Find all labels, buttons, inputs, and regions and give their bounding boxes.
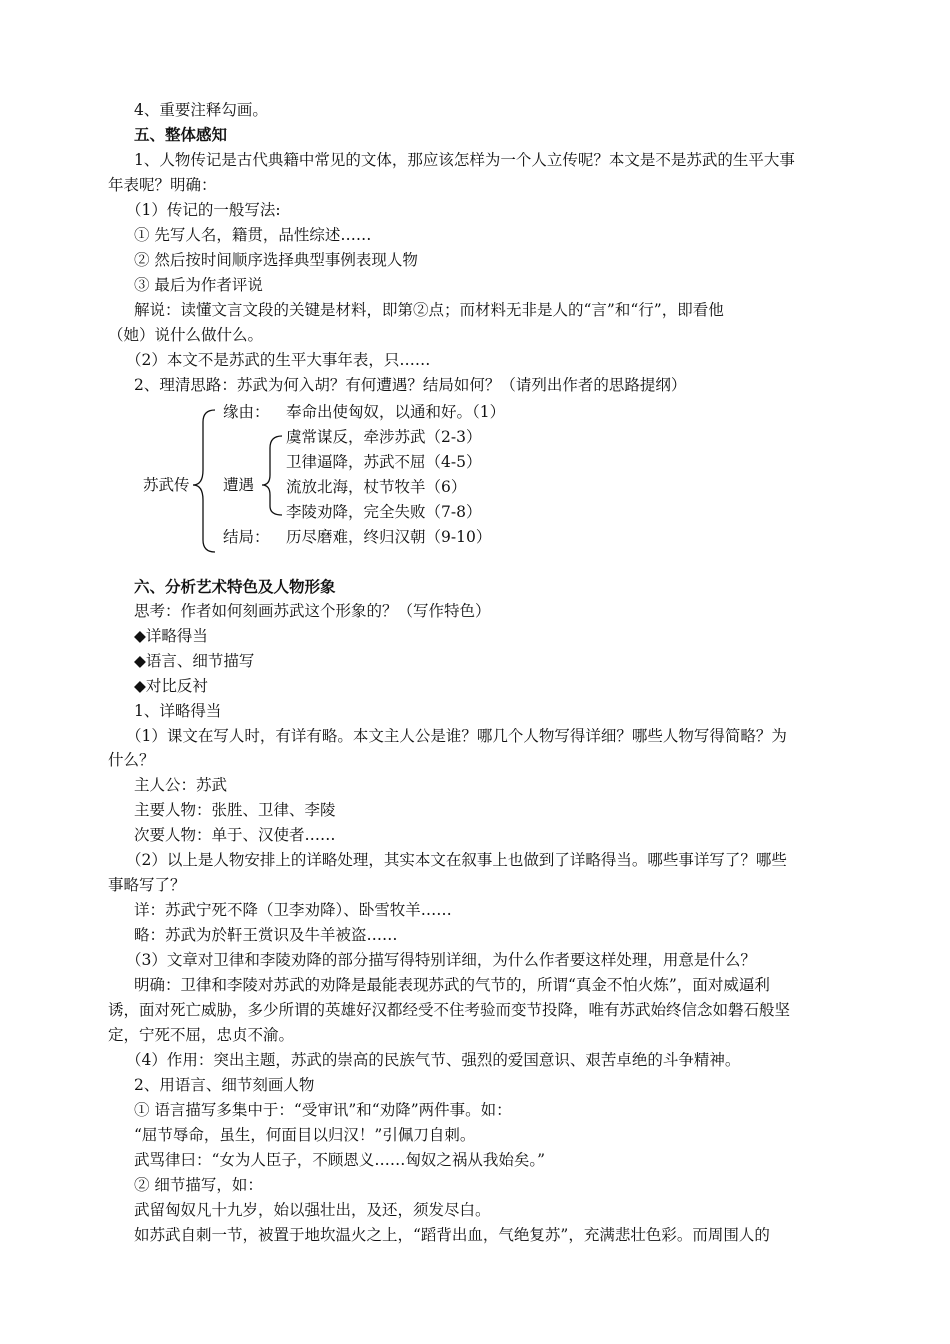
paragraph-line: 1、人物传记是古代典籍中常见的文体，那应该怎样为一个人立传呢？本文是不是苏武的生平大事: [134, 151, 795, 169]
paragraph-line: 年表呢？明确：: [108, 176, 217, 194]
paragraph-line: 详：苏武宁死不降（卫李劝降）、卧雪牧羊……: [134, 901, 452, 919]
paragraph-line: 诱，面对死亡威胁，多少所谓的英雄好汉都经受不住考验而变节投降，唯有苏武始终信念如磐石般坚: [108, 1001, 791, 1019]
paragraph-line: 主人公：苏武: [134, 776, 228, 794]
paragraph-line: 事略写了？: [108, 876, 186, 894]
bullet-item: ◆详略得当: [134, 627, 208, 645]
outline-result-label: 结局：: [223, 528, 270, 546]
paragraph-line: 略：苏武为於靬王赏识及牛羊被盗……: [134, 926, 398, 944]
subheading: 2、用语言、细节刻画人物: [134, 1076, 315, 1094]
list-item: ③ 最后为作者评说: [134, 276, 263, 294]
paragraph-line: 主要人物：张胜、卫律、李陵: [134, 801, 336, 819]
outline-encounter-item: 虞常谋反，牵涉苏武（2-3）: [286, 428, 482, 446]
paragraph-line: 如苏武自刺一节，被置于地坎温火之上，“蹈背出血，气绝复苏”，充满悲壮色彩。而周围人的: [134, 1226, 770, 1244]
outline-cause-label: 缘由：: [223, 403, 270, 421]
paragraph-line: 2、理清思路：苏武为何入胡？有何遭遇？结局如何？（请列出作者的思路提纲）: [134, 376, 687, 394]
subheading: 1、详略得当: [134, 702, 222, 720]
paragraph-line: ① 语言描写多集中于：“受审讯”和“劝降”两件事。如：: [134, 1101, 512, 1119]
outline-encounter-label: 遭遇: [223, 476, 255, 494]
outline-result-text: 历尽磨难，终归汉朝（9-10）: [286, 528, 492, 546]
paragraph-line: 什么？: [108, 751, 155, 769]
paragraph-line: 武留匈奴凡十九岁，始以强壮出，及还，须发尽白。: [134, 1201, 491, 1219]
outline-root: 苏武传: [143, 476, 190, 494]
paragraph-line: 次要人物：单于、汉使者……: [134, 826, 336, 844]
quote-line: “屈节辱命，虽生，何面目以归汉！”引佩刀自刺。: [134, 1126, 476, 1144]
bullet-item: ◆对比反衬: [134, 677, 208, 695]
paragraph-line: （1）课文在写人时，有详有略。本文主人公是谁？哪几个人物写得详细？哪些人物写得简略？为: [126, 727, 787, 745]
note-item: 4、重要注释勾画。: [134, 101, 268, 119]
section-heading-art: 六、分析艺术特色及人物形象: [134, 578, 336, 596]
paragraph-line: （她）说什么做什么。: [108, 326, 264, 344]
quote-line: 武骂律曰：“女为人臣子，不顾恩义……匈奴之祸从我始矣。”: [134, 1151, 546, 1169]
section-heading-overview: 五、整体感知: [134, 126, 228, 144]
paragraph-line: （3）文章对卫律和李陵劝降的部分描写得特别详细，为什么作者要这样处理，用意是什么？: [126, 951, 756, 969]
outline-encounter-item: 李陵劝降，完全失败（7-8）: [286, 503, 482, 521]
list-item: ② 然后按时间顺序选择典型事例表现人物: [134, 251, 418, 269]
list-item: ① 先写人名，籍贯，品性综述……: [134, 226, 372, 244]
paragraph-line: 定，宁死不屈，忠贞不渝。: [108, 1026, 295, 1044]
outline-encounter-item: 卫律逼降，苏武不屈（4-5）: [286, 453, 482, 471]
paragraph-line: （2）以上是人物安排上的详略处理，其实本文在叙事上也做到了详略得当。哪些事详写了？哪些: [126, 851, 787, 869]
paragraph-line: （4）作用：突出主题，苏武的崇高的民族气节、强烈的爱国意识、艰苦卓绝的斗争精神。: [126, 1051, 741, 1069]
bullet-item: ◆语言、细节描写: [134, 652, 255, 670]
paragraph-line: 思考：作者如何刻画苏武这个形象的？（写作特色）: [134, 602, 491, 620]
paragraph-line: 明确：卫律和李陵对苏武的劝降是最能表现苏武的气节的，所谓“真金不怕火炼”，面对威逼利: [134, 976, 770, 994]
outline-cause-text: 奉命出使匈奴，以通和好。（1）: [286, 403, 506, 421]
paragraph-line: 解说：读懂文言文段的关键是材料，即第②点；而材料无非是人的“言”和“行”，即看他: [134, 301, 724, 319]
paragraph-line: （1）传记的一般写法:: [126, 201, 281, 219]
paragraph-line: （2）本文不是苏武的生平大事年表，只……: [126, 351, 431, 369]
paragraph-line: ② 细节描写，如：: [134, 1176, 263, 1194]
outline-encounter-item: 流放北海，杖节牧羊（6）: [286, 478, 467, 496]
